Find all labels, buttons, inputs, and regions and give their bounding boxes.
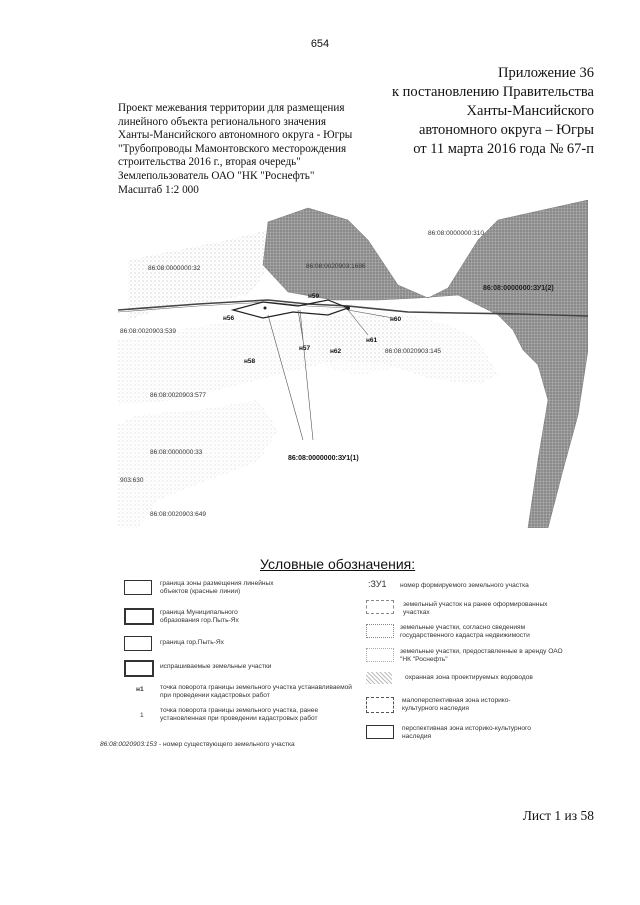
legend-swatch-protected	[366, 672, 392, 684]
parcel-label: 86:08:0020903:577	[150, 392, 207, 399]
map-area-light	[313, 300, 403, 375]
point-label: н59	[308, 293, 320, 300]
legend-text: малоперспективная зона историко-культурного наследия	[402, 697, 511, 712]
parcel-label: 903:630	[120, 477, 144, 484]
parcel-label: 86:08:0000000:33	[150, 449, 203, 456]
turn-point	[264, 307, 267, 310]
legend-swatch-prev	[366, 600, 394, 614]
appendix-line: Ханты-Мансийского	[466, 103, 594, 119]
legend-text: охранная зона проектируемых водоводов	[405, 674, 533, 681]
project-line: Проект межевания территории для размещения	[118, 102, 345, 114]
parcel-label: 86:08:0000000:310	[428, 230, 485, 237]
legend-swatch-requested	[124, 660, 154, 677]
legend-text: номер формируемого земельного участка	[400, 582, 529, 589]
legend-swatch-low-heritage	[366, 697, 394, 713]
project-description	[118, 102, 378, 197]
legend-text: перспективная зона историко-культурного наследия	[402, 725, 531, 740]
point-label: н62	[330, 348, 342, 355]
map-area-light	[118, 400, 278, 528]
point-label: н57	[299, 345, 311, 352]
point-label: н58	[244, 358, 256, 365]
cadastral-map	[118, 200, 588, 528]
appendix-line: автономного округа – Югры	[418, 122, 594, 138]
legend-swatch-gkn	[366, 624, 394, 638]
legend-text: испрашиваемые земельные участки	[160, 663, 272, 670]
legend-text: точка поворота границы земельного участка устанавливаемой при проведении кадастровых работ	[160, 684, 352, 699]
legend-swatch-municipal	[124, 608, 154, 625]
sheet-number: Лист 1 из 58	[522, 808, 594, 823]
legend-text: граница Муниципального образования гор.Пыть-Ях	[160, 609, 239, 624]
legend-text: земельные участки, согласно сведениям государственного кадастра недвижимости	[400, 624, 530, 639]
parcel-label: 86:08:0020903:649	[150, 511, 207, 518]
zu-label: 86:08:0000000:ЗУ1(1)	[288, 455, 359, 462]
page-number: 654	[310, 38, 330, 50]
project-line: "Трубопроводы Мамонтовского месторождения	[118, 142, 347, 155]
legend-swatch-red-lines	[124, 580, 152, 595]
legend-symbol: :ЗУ1	[368, 579, 387, 589]
parcel-label: 86:08:0020903:1686	[306, 263, 366, 270]
legend-symbol: 1	[140, 712, 144, 719]
parcel-label: 86:08:0000000:32	[148, 265, 201, 272]
parcel-label: 86:08:0020903:145	[385, 348, 442, 355]
legend-text: - номер существующего земельного участка	[159, 741, 295, 748]
legend-text: земельные участки, предоставленные в аренду ОАО "НК "Роснефть"	[400, 648, 563, 663]
legend-text: земельный участок на ранее оформированных участках	[403, 601, 548, 616]
legend-symbol: н1	[136, 686, 144, 693]
legend-text: граница гор.Пыть-Ях	[160, 639, 224, 646]
legend-symbol: 86:08:0020903:153	[100, 741, 157, 748]
legend-swatch-city	[124, 636, 152, 651]
project-line: Ханты-Мансийского автономного округа - Югры	[118, 129, 353, 142]
appendix-header	[392, 64, 594, 159]
project-line: строительства 2016 г., вторая очередь"	[118, 156, 301, 169]
parcel-label: 86:08:0000000:ЗУ1(2)	[483, 285, 554, 292]
legend-text: граница зоны размещения линейных объектов (красные линии)	[160, 580, 274, 595]
legend-swatch-heritage	[366, 725, 394, 739]
appendix-line: от 11 марта 2016 года № 67-п	[413, 141, 594, 157]
appendix-line: Приложение 36	[498, 65, 594, 81]
parcel-label: 86:08:0020903:539	[120, 328, 177, 335]
point-label: н61	[366, 337, 378, 344]
legend-text: точка поворота границы земельного участка, ранее установленная при проведении кадастровых работ	[160, 707, 319, 722]
legend-title: Условные обозначения:	[260, 556, 416, 572]
project-line: Землепользователь ОАО "НК "Роснефть"	[118, 169, 315, 182]
project-line: Масштаб 1:2 000	[118, 183, 199, 196]
point-label: н60	[390, 316, 402, 323]
legend-swatch-lease	[366, 648, 394, 662]
turn-point	[346, 306, 350, 310]
point-label: н56	[223, 315, 235, 322]
project-line: линейного объекта регионального значения	[118, 115, 327, 128]
appendix-line: к постановлению Правительства	[392, 84, 594, 100]
